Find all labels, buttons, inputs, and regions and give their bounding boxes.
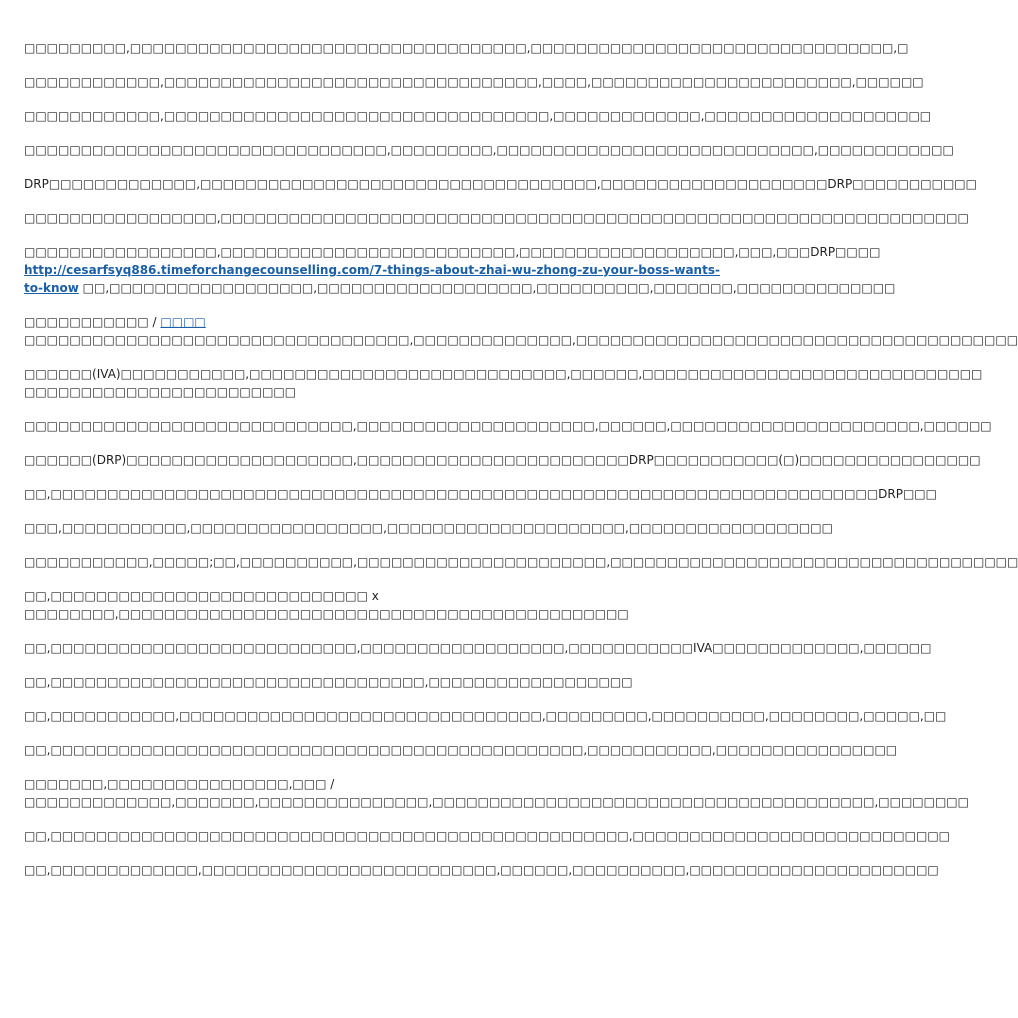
- paragraph-6: □□□□□□□□□□□□□□□□□,□□□□□□□□□□□□□□□□□□□□□□□□□□□□□□□□□□□□□□□□□□□□□□□□□□□□□□□□□□□□□□□□□□: [24, 211, 969, 225]
- paragraph-15-line-2: □□□□□□□□,□□□□□□□□□□□□□□□□□□□□□□□□□□□□□□□□□□□□□□□□□□□□□: [24, 607, 629, 621]
- paragraph-7-link-line: [24, 261, 720, 279]
- paragraph-12: □□,□□□□□□□□□□□□□□□□□□□□□□□□□□□□□□□□□□□□□□□□□□□□□□□□□□□□□□□□□□□□□□□□□□□□□□□□□DRP□□□: [24, 487, 937, 501]
- inline-nav-link[interactable]: □□□□: [160, 315, 206, 329]
- paragraph-8-head: □□□□□□□□□□□ /: [24, 315, 161, 329]
- paragraph-22: □□,□□□□□□□□□□□□□,□□□□□□□□□□□□□□□□□□□□□□□□□□,□□□□□□,□□□□□□□□□□,□□□□□□□□□□□□□□□□□□□□□□: [24, 863, 939, 877]
- paragraph-11: □□□□□□(DRP)□□□□□□□□□□□□□□□□□□□□,□□□□□□□□□□□□□□□□□□□□□□□□DRP□□□□□□□□□□□(□)□□□□□□□□□□□□□□□□: [24, 453, 981, 467]
- paragraph-9: [24, 365, 983, 401]
- article-link-continued[interactable]: to-know: [24, 281, 79, 295]
- paragraph-7: [24, 243, 896, 297]
- paragraph-15-line-1: □□,□□□□□□□□□□□□□□□□□□□□□□□□□□□□ x: [24, 589, 379, 603]
- paragraph-7-line-1: □□□□□□□□□□□□□□□□□,□□□□□□□□□□□□□□□□□□□□□□□□□□,□□□□□□□□□□□□□□□□□□□,□□□,□□□DRP□□□□: [24, 245, 881, 259]
- paragraph-20-line-2: □□□□□□□□□□□□□,□□□□□□□,□□□□□□□□□□□□□□□,□□□□□□□□□□□□□□□□□□□□□□□□□□□□□□□□□□□□□□□,□□□□□□□□: [24, 795, 969, 809]
- paragraph-20: [24, 775, 969, 811]
- paragraph-7-tail: □□,□□□□□□□□□□□□□□□□□□,□□□□□□□□□□□□□□□□□□□,□□□□□□□□□□,□□□□□□□,□□□□□□□□□□□□□□: [78, 281, 896, 295]
- paragraph-20-line-1: □□□□□□□,□□□□□□□□□□□□□□□□,□□□ /: [24, 777, 335, 791]
- paragraph-18: □□,□□□□□□□□□□□,□□□□□□□□□□□□□□□□□□□□□□□□□□□□□□□□,□□□□□□□□□,□□□□□□□□□□,□□□□□□□□,□□□□□,□□: [24, 709, 947, 723]
- paragraph-21: □□,□□□□□□□□□□□□□□□□□□□□□□□□□□□□□□□□□□□□□□□□□□□□□□□□□□□,□□□□□□□□□□□□□□□□□□□□□□□□□□□□: [24, 829, 950, 843]
- paragraph-15: [24, 587, 696, 623]
- paragraph-10: □□□□□□□□□□□□□□□□□□□□□□□□□□□□□,□□□□□□□□□□□□□□□□□□□□□,□□□□□□,□□□□□□□□□□□□□□□□□□□□□□,□□□□□□: [24, 419, 992, 433]
- paragraph-3: □□□□□□□□□□□□,□□□□□□□□□□□□□□□□□□□□□□□□□□□□□□□□□□,□□□□□□□□□□□□□,□□□□□□□□□□□□□□□□□□□□: [24, 109, 932, 123]
- paragraph-8-line-2: □□□□□□□□□□□□□□□□□□□□□□□□□□□□□□□□□□,□□□□□□□□□□□□□□,□□□□□□□□□□□□□□□□□□□□□□□□□□□□□□□□□□□□□□□: [24, 333, 1018, 347]
- paragraph-7-line-3: [24, 279, 896, 297]
- paragraph-9-line-2: □□□□□□□□□□□□□□□□□□□□□□□□: [24, 385, 297, 399]
- paragraph-17: □□,□□□□□□□□□□□□□□□□□□□□□□□□□□□□□□□□□,□□□□□□□□□□□□□□□□□□: [24, 675, 633, 689]
- paragraph-16: □□,□□□□□□□□□□□□□□□□□□□□□□□□□□□,□□□□□□□□□□□□□□□□□□,□□□□□□□□□□□IVA□□□□□□□□□□□□□,□□□□□□: [24, 641, 932, 655]
- document-body: [24, 39, 1018, 897]
- paragraph-19: □□,□□□□□□□□□□□□□□□□□□□□□□□□□□□□□□□□□□□□□□□□□□□□□□□,□□□□□□□□□□□,□□□□□□□□□□□□□□□□: [24, 743, 898, 757]
- paragraph-5: DRP□□□□□□□□□□□□□,□□□□□□□□□□□□□□□□□□□□□□□□□□□□□□□□□□□,□□□□□□□□□□□□□□□□□□□□DRP□□□□□□□□□□□: [24, 177, 977, 191]
- paragraph-9-line-1: □□□□□□(IVA)□□□□□□□□□□□,□□□□□□□□□□□□□□□□□□□□□□□□□□□□,□□□□□□,□□□□□□□□□□□□□□□□□□□□□□□□□□□□□□: [24, 367, 983, 381]
- paragraph-4: □□□□□□□□□□□□□□□□□□□□□□□□□□□□□□□□,□□□□□□□□□,□□□□□□□□□□□□□□□□□□□□□□□□□□□□,□□□□□□□□□□□□: [24, 143, 954, 157]
- paragraph-8: [24, 313, 1018, 349]
- article-link[interactable]: http://cesarfsyq886.timeforchangecounselling.com/7-things-about-zhai-wu-zhong-zu-your-boss-wants-: [24, 263, 720, 277]
- paragraph-8-line-1: [24, 313, 696, 331]
- paragraph-13: □□□,□□□□□□□□□□□,□□□□□□□□□□□□□□□□□,□□□□□□□□□□□□□□□□□□□□□,□□□□□□□□□□□□□□□□□□: [24, 521, 833, 535]
- paragraph-1: □□□□□□□□□,□□□□□□□□□□□□□□□□□□□□□□□□□□□□□□□□□□□,□□□□□□□□□□□□□□□□□□□□□□□□□□□□□□□□,□: [24, 41, 909, 55]
- paragraph-2: □□□□□□□□□□□□,□□□□□□□□□□□□□□□□□□□□□□□□□□□□□□□□□,□□□□,□□□□□□□□□□□□□□□□□□□□□□□,□□□□□□: [24, 75, 924, 89]
- paragraph-14: □□□□□□□□□□□,□□□□□;□□,□□□□□□□□□□,□□□□□□□□□□□□□□□□□□□□□□,□□□□□□□□□□□□□□□□□□□□□□□□□□□□□□□□□□□□: [24, 555, 1018, 569]
